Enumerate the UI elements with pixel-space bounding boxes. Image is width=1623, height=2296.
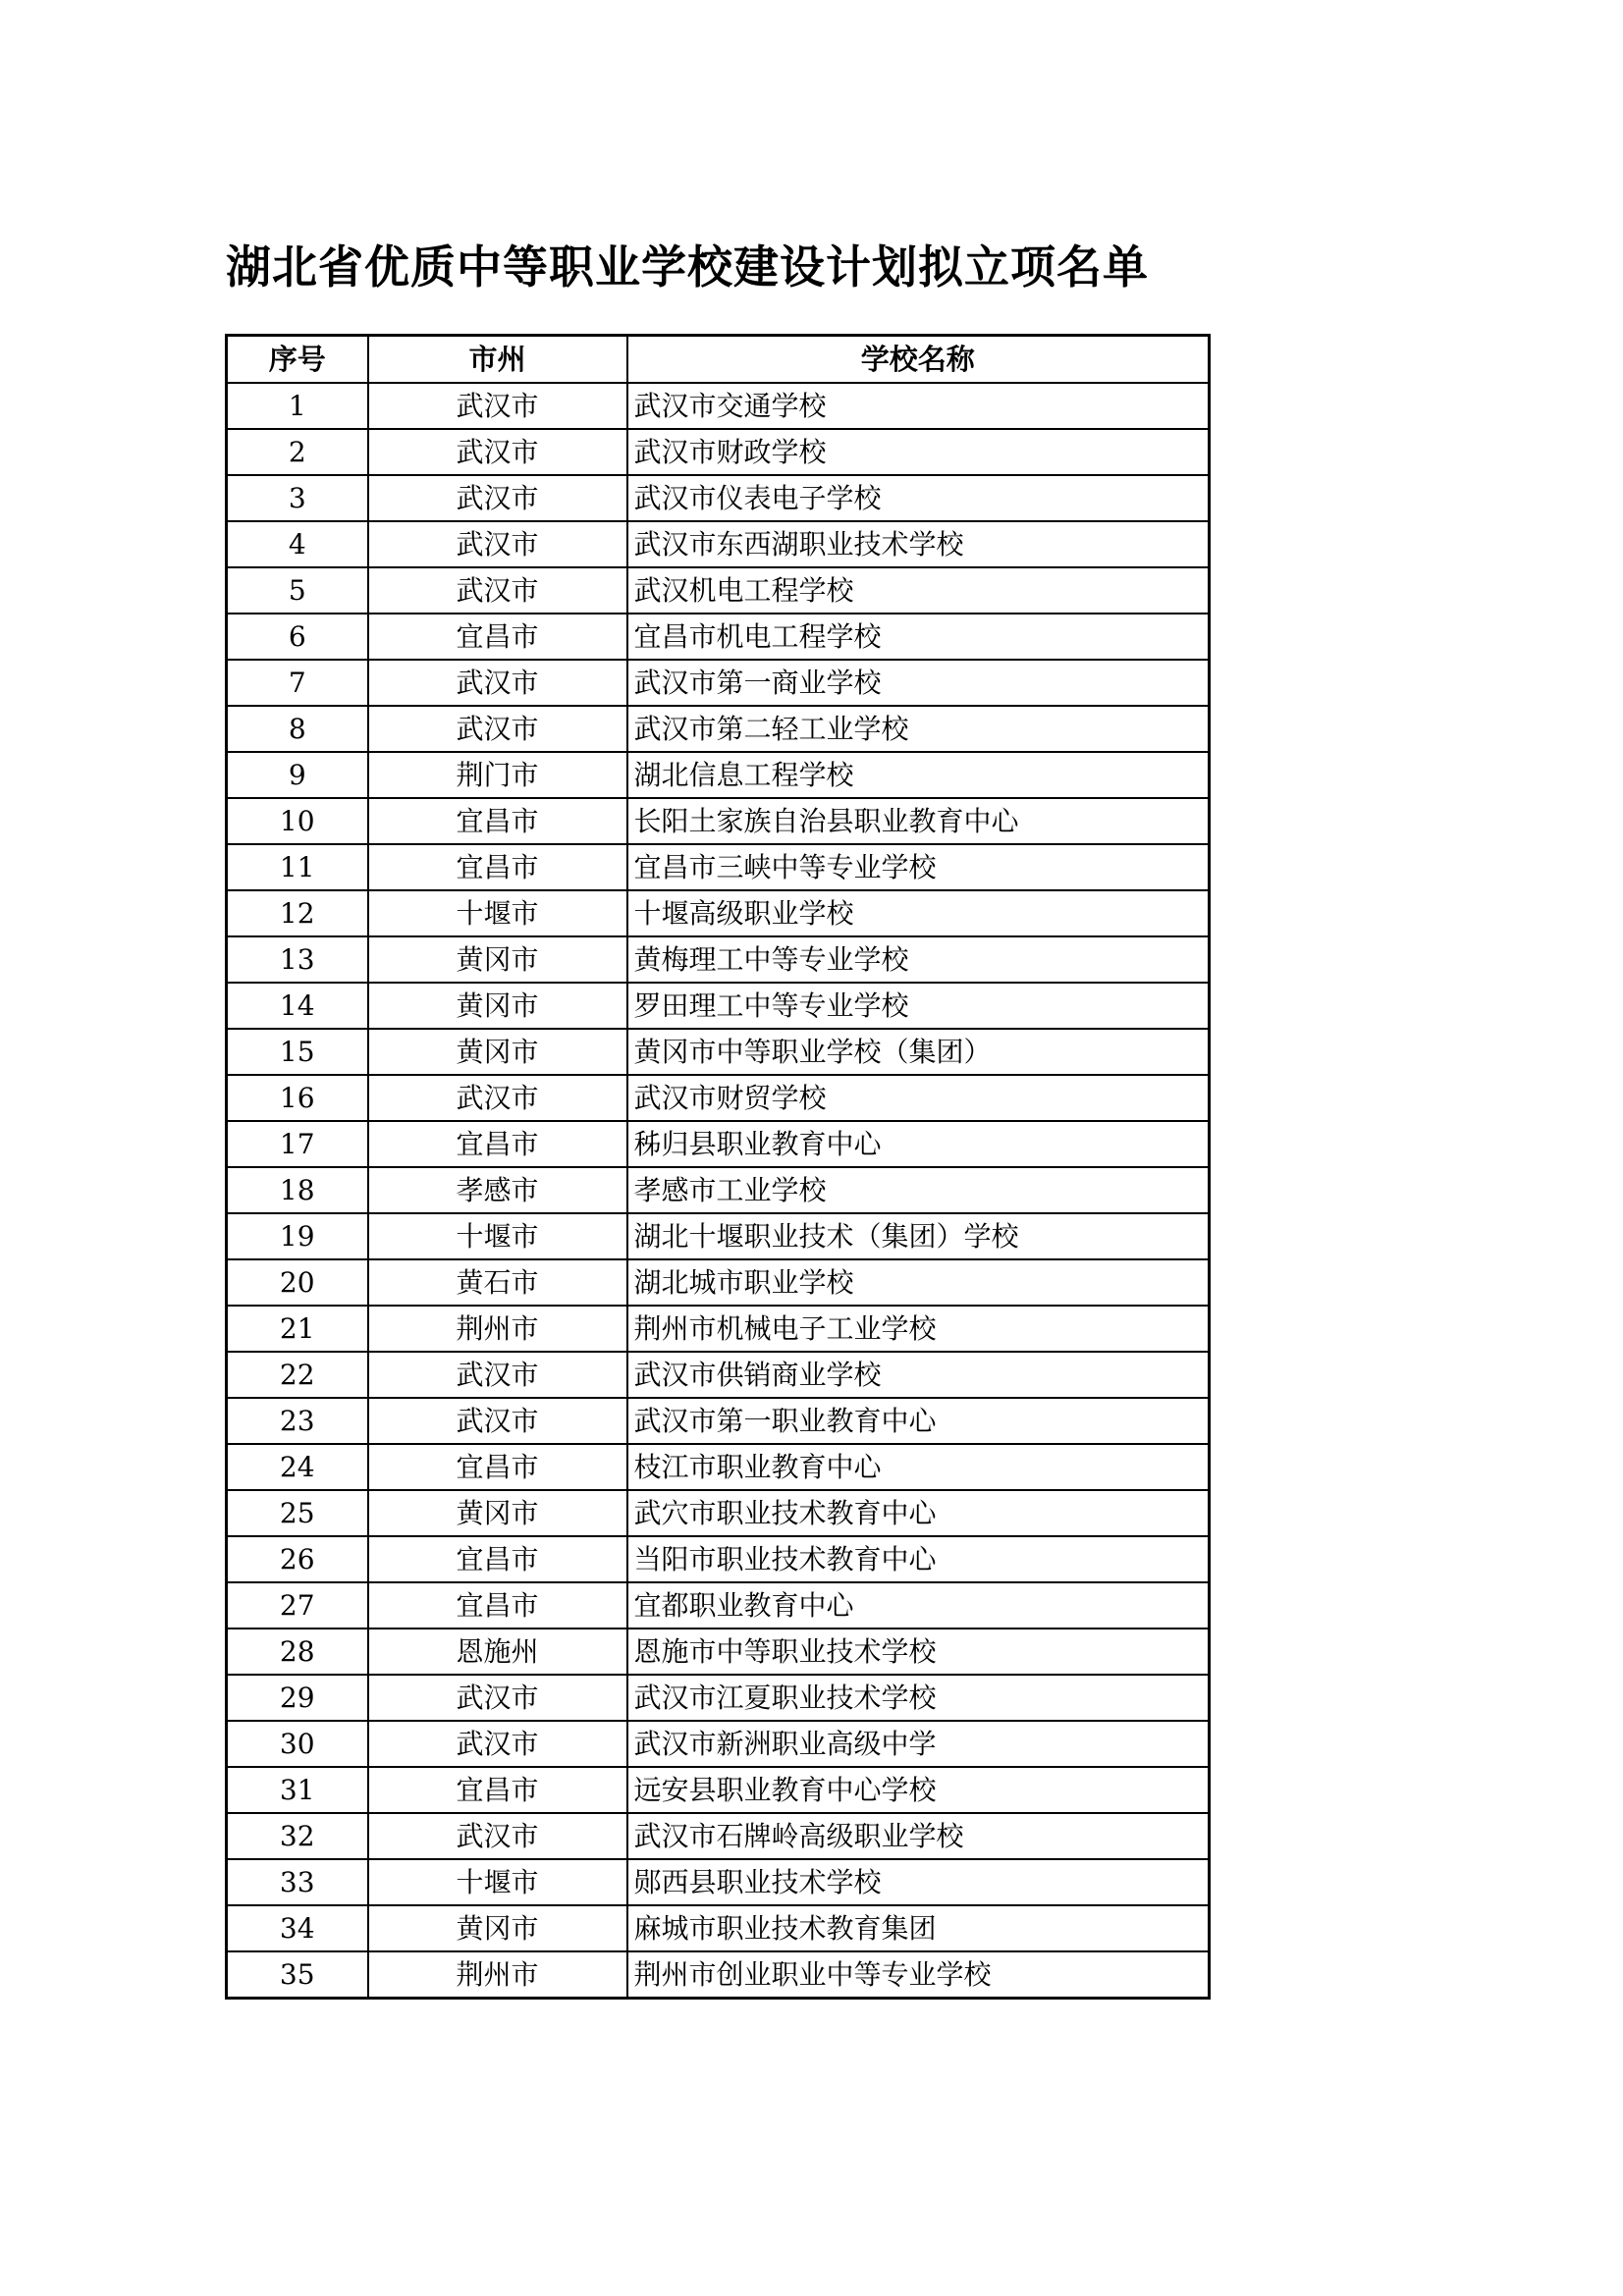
table-row	[227, 798, 1210, 844]
city-cell: 武汉市	[368, 1813, 627, 1859]
city-cell: 荆门市	[368, 752, 627, 798]
row-number-cell: 11	[227, 844, 368, 890]
row-number-cell: 28	[227, 1629, 368, 1675]
city-cell: 武汉市	[368, 1398, 627, 1444]
row-number-cell: 3	[227, 475, 368, 521]
row-number-cell: 30	[227, 1721, 368, 1767]
table-row	[227, 1767, 1210, 1813]
table-row	[227, 1121, 1210, 1167]
school-name-cell: 郧西县职业技术学校	[627, 1859, 1210, 1905]
school-name-cell: 武汉市交通学校	[627, 383, 1210, 429]
city-cell: 荆州市	[368, 1951, 627, 1999]
table-row	[227, 1352, 1210, 1398]
city-cell: 武汉市	[368, 521, 627, 567]
row-number-cell: 27	[227, 1582, 368, 1629]
row-number-cell: 16	[227, 1075, 368, 1121]
school-name-cell: 武汉市供销商业学校	[627, 1352, 1210, 1398]
table-row	[227, 383, 1210, 429]
header-no: 序号	[227, 336, 368, 384]
table-row	[227, 1905, 1210, 1951]
city-cell: 宜昌市	[368, 1582, 627, 1629]
school-name-cell: 荆州市机械电子工业学校	[627, 1306, 1210, 1352]
city-cell: 宜昌市	[368, 614, 627, 660]
row-number-cell: 29	[227, 1675, 368, 1721]
table-row	[227, 1582, 1210, 1629]
table-row	[227, 614, 1210, 660]
table-row	[227, 1951, 1210, 1999]
city-cell: 黄冈市	[368, 1905, 627, 1951]
school-name-cell: 武穴市职业技术教育中心	[627, 1490, 1210, 1536]
table-row	[227, 890, 1210, 936]
table-row	[227, 1213, 1210, 1259]
city-cell: 武汉市	[368, 1352, 627, 1398]
school-name-cell: 武汉市仪表电子学校	[627, 475, 1210, 521]
table-row	[227, 1167, 1210, 1213]
page-title: 湖北省优质中等职业学校建设计划拟立项名单	[226, 240, 1149, 294]
table-row	[227, 1398, 1210, 1444]
city-cell: 宜昌市	[368, 844, 627, 890]
table-row	[227, 521, 1210, 567]
city-cell: 黄冈市	[368, 983, 627, 1029]
city-cell: 武汉市	[368, 383, 627, 429]
city-cell: 十堰市	[368, 890, 627, 936]
city-cell: 宜昌市	[368, 1767, 627, 1813]
row-number-cell: 8	[227, 706, 368, 752]
row-number-cell: 31	[227, 1767, 368, 1813]
row-number-cell: 23	[227, 1398, 368, 1444]
school-name-cell: 恩施市中等职业技术学校	[627, 1629, 1210, 1675]
school-name-cell: 武汉市第一商业学校	[627, 660, 1210, 706]
table-row	[227, 1075, 1210, 1121]
city-cell: 武汉市	[368, 475, 627, 521]
row-number-cell: 34	[227, 1905, 368, 1951]
school-name-cell: 宜昌市三峡中等专业学校	[627, 844, 1210, 890]
table-row	[227, 1306, 1210, 1352]
school-name-cell: 麻城市职业技术教育集团	[627, 1905, 1210, 1951]
school-name-cell: 湖北城市职业学校	[627, 1259, 1210, 1306]
city-cell: 黄石市	[368, 1259, 627, 1306]
table-row	[227, 936, 1210, 983]
school-name-cell: 孝感市工业学校	[627, 1167, 1210, 1213]
row-number-cell: 5	[227, 567, 368, 614]
school-name-cell: 黄冈市中等职业学校（集团）	[627, 1029, 1210, 1075]
city-cell: 荆州市	[368, 1306, 627, 1352]
school-list-table	[225, 334, 1211, 2000]
table-row	[227, 1721, 1210, 1767]
city-cell: 恩施州	[368, 1629, 627, 1675]
city-cell: 黄冈市	[368, 936, 627, 983]
table-row	[227, 1536, 1210, 1582]
school-name-cell: 远安县职业教育中心学校	[627, 1767, 1210, 1813]
row-number-cell: 2	[227, 429, 368, 475]
row-number-cell: 33	[227, 1859, 368, 1905]
school-name-cell: 武汉市财政学校	[627, 429, 1210, 475]
row-number-cell: 25	[227, 1490, 368, 1536]
school-name-cell: 枝江市职业教育中心	[627, 1444, 1210, 1490]
row-number-cell: 18	[227, 1167, 368, 1213]
table-row	[227, 1859, 1210, 1905]
city-cell: 十堰市	[368, 1213, 627, 1259]
school-name-cell: 武汉市财贸学校	[627, 1075, 1210, 1121]
school-name-cell: 当阳市职业技术教育中心	[627, 1536, 1210, 1582]
school-name-cell: 武汉市第一职业教育中心	[627, 1398, 1210, 1444]
city-cell: 武汉市	[368, 1675, 627, 1721]
row-number-cell: 21	[227, 1306, 368, 1352]
table-row	[227, 660, 1210, 706]
table-row	[227, 429, 1210, 475]
row-number-cell: 20	[227, 1259, 368, 1306]
table-row	[227, 1490, 1210, 1536]
row-number-cell: 10	[227, 798, 368, 844]
row-number-cell: 4	[227, 521, 368, 567]
row-number-cell: 19	[227, 1213, 368, 1259]
school-name-cell: 长阳土家族自治县职业教育中心	[627, 798, 1210, 844]
city-cell: 宜昌市	[368, 1121, 627, 1167]
table-body	[227, 383, 1210, 1999]
row-number-cell: 24	[227, 1444, 368, 1490]
table-row	[227, 1629, 1210, 1675]
city-cell: 十堰市	[368, 1859, 627, 1905]
city-cell: 武汉市	[368, 429, 627, 475]
school-name-cell: 罗田理工中等专业学校	[627, 983, 1210, 1029]
city-cell: 黄冈市	[368, 1490, 627, 1536]
city-cell: 黄冈市	[368, 1029, 627, 1075]
city-cell: 孝感市	[368, 1167, 627, 1213]
row-number-cell: 14	[227, 983, 368, 1029]
school-name-cell: 荆州市创业职业中等专业学校	[627, 1951, 1210, 1999]
city-cell: 宜昌市	[368, 1444, 627, 1490]
school-name-cell: 武汉市江夏职业技术学校	[627, 1675, 1210, 1721]
row-number-cell: 1	[227, 383, 368, 429]
city-cell: 武汉市	[368, 1075, 627, 1121]
row-number-cell: 17	[227, 1121, 368, 1167]
row-number-cell: 32	[227, 1813, 368, 1859]
table-row	[227, 475, 1210, 521]
school-name-cell: 宜昌市机电工程学校	[627, 614, 1210, 660]
city-cell: 武汉市	[368, 706, 627, 752]
table-row	[227, 1675, 1210, 1721]
row-number-cell: 12	[227, 890, 368, 936]
city-cell: 宜昌市	[368, 1536, 627, 1582]
school-name-cell: 湖北信息工程学校	[627, 752, 1210, 798]
city-cell: 武汉市	[368, 660, 627, 706]
school-name-cell: 武汉市东西湖职业技术学校	[627, 521, 1210, 567]
city-cell: 武汉市	[368, 567, 627, 614]
school-name-cell: 武汉市第二轻工业学校	[627, 706, 1210, 752]
table-row	[227, 983, 1210, 1029]
table-row	[227, 706, 1210, 752]
table-row	[227, 567, 1210, 614]
school-name-cell: 武汉市石牌岭高级职业学校	[627, 1813, 1210, 1859]
header-school: 学校名称	[627, 336, 1210, 384]
table-header-row	[227, 336, 1210, 384]
city-cell: 武汉市	[368, 1721, 627, 1767]
table-row	[227, 1444, 1210, 1490]
row-number-cell: 26	[227, 1536, 368, 1582]
school-name-cell: 武汉市新洲职业高级中学	[627, 1721, 1210, 1767]
row-number-cell: 15	[227, 1029, 368, 1075]
school-name-cell: 武汉机电工程学校	[627, 567, 1210, 614]
table-row	[227, 1029, 1210, 1075]
table-row	[227, 752, 1210, 798]
table-row	[227, 844, 1210, 890]
school-name-cell: 秭归县职业教育中心	[627, 1121, 1210, 1167]
row-number-cell: 13	[227, 936, 368, 983]
row-number-cell: 22	[227, 1352, 368, 1398]
row-number-cell: 35	[227, 1951, 368, 1999]
table-row	[227, 1813, 1210, 1859]
school-name-cell: 黄梅理工中等专业学校	[627, 936, 1210, 983]
row-number-cell: 6	[227, 614, 368, 660]
row-number-cell: 9	[227, 752, 368, 798]
city-cell: 宜昌市	[368, 798, 627, 844]
school-name-cell: 湖北十堰职业技术（集团）学校	[627, 1213, 1210, 1259]
row-number-cell: 7	[227, 660, 368, 706]
school-name-cell: 宜都职业教育中心	[627, 1582, 1210, 1629]
table-row	[227, 1259, 1210, 1306]
school-name-cell: 十堰高级职业学校	[627, 890, 1210, 936]
header-city: 市州	[368, 336, 627, 384]
